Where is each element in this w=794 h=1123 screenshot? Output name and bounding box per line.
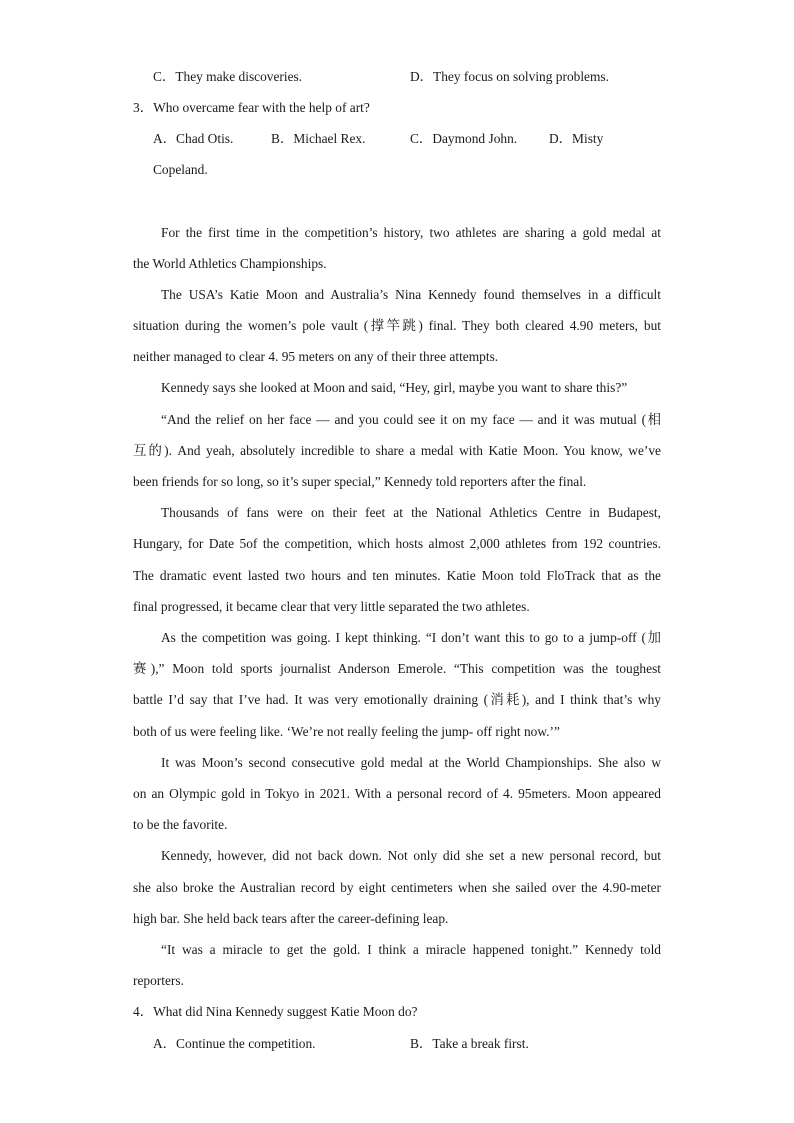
passage-line: situation during the women’s pole vault (撑竿跳) final. They both cleared 4.90 meters, but <box>133 318 661 333</box>
q3-option-c: C．Daymond John. <box>410 131 518 146</box>
passage-line: For the first time in the competition’s history, two athletes are sharing a gold medal at <box>161 225 661 240</box>
passage-line: Kennedy, however, did not back down. Not only did she set a new personal record, but <box>161 848 661 863</box>
passage-line: The USA’s Katie Moon and Australia’s Nina Kennedy found themselves in a difficult <box>161 287 661 302</box>
q4-option-b: B．Take a break first. <box>410 1036 529 1051</box>
q3-question: 3．Who overcame fear with the help of art? <box>133 100 370 115</box>
passage-line: to be the favorite. <box>133 817 228 832</box>
passage-line: reporters. <box>133 973 184 988</box>
q2-option-d: D．They focus on solving problems. <box>410 69 609 84</box>
passage-line: Kennedy says she looked at Moon and said, “Hey, girl, maybe you want to share this?” <box>161 380 628 395</box>
passage-line: the World Athletics Championships. <box>133 256 327 271</box>
passage-line: been friends for so long, so it’s super special,” Kennedy told reporters after the final. <box>133 474 587 489</box>
passage-line: As the competition was going. I kept thinking. “I don’t want this to go to a jump-off (加 <box>161 630 661 645</box>
q3-option-d: D．Misty <box>549 131 604 146</box>
passage-line: 赛),” Moon told sports journalist Anderson Emerole. “This competition was the toughest <box>133 661 661 676</box>
passage-line: “And the relief on her face — and you could see it on my face — and it was mutual (相 <box>161 412 661 427</box>
passage-line: “It was a miracle to get the gold. I think a miracle happened tonight.” Kennedy told <box>161 942 661 957</box>
passage-line: neither managed to clear 4. 95 meters on any of their three attempts. <box>133 349 499 364</box>
q4-option-a: A．Continue the competition. <box>153 1036 316 1051</box>
passage-line: The dramatic event lasted two hours and ten minutes. Katie Moon told FloTrack that as the <box>133 568 661 583</box>
q2-option-c: C．They make discoveries. <box>153 69 303 84</box>
passage-line: high bar. She held back tears after the career-defining leap. <box>133 911 449 926</box>
q3-option-d-cont: Copeland. <box>153 162 208 177</box>
passage-line: she also broke the Australian record by eight centimeters when she sailed over the 4.90-meter <box>133 880 661 895</box>
passage-line: both of us were feeling like. ‘We’re not really feeling the jump- off right now.’” <box>133 724 560 739</box>
q3-option-b: B．Michael Rex. <box>271 131 366 146</box>
passage-line: Thousands of fans were on their feet at the National Athletics Centre in Budapest, <box>161 505 661 520</box>
passage-line: battle I’d say that I’ve had. It was very emotionally draining (消耗), and I think that’s why <box>133 692 661 707</box>
passage-line: It was Moon’s second consecutive gold medal at the World Championships. She also w <box>161 755 661 770</box>
q4-question: 4．What did Nina Kennedy suggest Katie Moon do? <box>133 1004 418 1019</box>
passage-line: 互的). And yeah, absolutely incredible to share a medal with Katie Moon. You know, we’ve <box>133 443 661 458</box>
q3-option-a: A．Chad Otis. <box>153 131 234 146</box>
passage-line: Hungary, for Date 5of the competition, which hosts almost 2,000 athletes from 192 countries. <box>133 536 661 551</box>
passage-line: on an Olympic gold in Tokyo in 2021. With a personal record of 4. 95meters. Moon appeared <box>133 786 661 801</box>
passage-line: final progressed, it became clear that very little separated the two athletes. <box>133 599 530 614</box>
